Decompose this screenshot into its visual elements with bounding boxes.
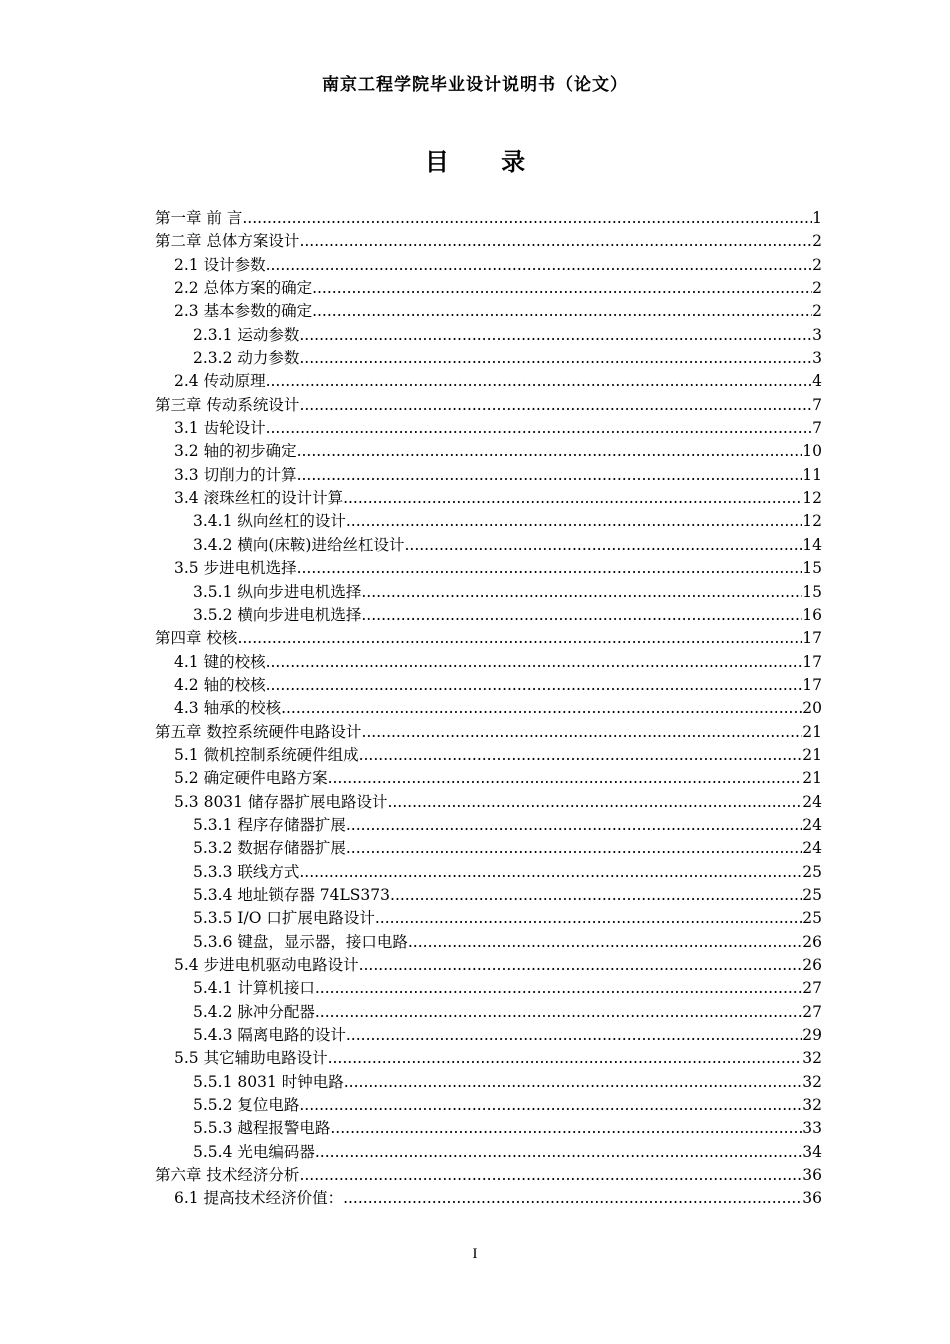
toc-entry-label: 5.5 其它辅助电路设计	[174, 1049, 328, 1068]
dot-leader	[315, 1001, 802, 1024]
toc-entry-page: 25	[802, 909, 822, 928]
dot-leader	[297, 557, 803, 580]
toc-entry-page: 27	[802, 1002, 822, 1021]
toc-entry-label: 第五章 数控系统硬件电路设计	[155, 722, 362, 741]
toc-entry-page: 21	[802, 722, 822, 741]
toc-entry-page: 25	[802, 862, 822, 881]
toc-entry-page: 17	[802, 652, 822, 671]
toc-entry[interactable]	[155, 230, 822, 253]
toc-entry[interactable]	[155, 721, 822, 744]
dot-leader	[375, 907, 802, 930]
toc-entry-page: 10	[802, 442, 822, 461]
toc-entry[interactable]	[155, 674, 822, 697]
toc-entry[interactable]	[155, 1164, 822, 1187]
toc-entry[interactable]	[155, 487, 822, 510]
toc-entry[interactable]	[155, 581, 822, 604]
toc-entry-page: 4	[812, 372, 822, 391]
dot-leader	[299, 394, 812, 417]
toc-entry-label: 6.1 提高技术经济价值：	[174, 1189, 344, 1208]
toc-entry-page: 24	[802, 792, 822, 811]
dot-leader	[237, 627, 802, 650]
toc-entry-page: 2	[812, 302, 822, 321]
toc-entry-page: 16	[802, 605, 822, 624]
toc-entry-label: 5.3.2 数据存储器扩展	[193, 839, 346, 858]
toc-entry[interactable]	[155, 651, 822, 674]
toc-entry-label: 3.5.2 横向步进电机选择	[193, 605, 362, 624]
toc-entry-page: 36	[802, 1189, 822, 1208]
table-of-contents	[155, 207, 822, 1211]
toc-entry-page: 11	[802, 465, 822, 484]
dot-leader	[299, 1164, 802, 1187]
dot-leader	[359, 744, 803, 767]
dot-leader	[390, 884, 802, 907]
toc-entry-page: 34	[802, 1142, 822, 1161]
dot-leader	[299, 324, 812, 347]
toc-title: 目 录	[424, 148, 548, 176]
toc-entry[interactable]	[155, 627, 822, 650]
toc-entry-label: 3.1 齿轮设计	[174, 419, 266, 438]
toc-entry-page: 26	[802, 932, 822, 951]
dot-leader	[299, 1094, 802, 1117]
toc-entry-page: 17	[802, 629, 822, 648]
toc-entry-label: 第六章 技术经济分析	[155, 1166, 300, 1185]
toc-entry-label: 4.1 键的校核	[174, 652, 266, 671]
toc-entry-label: 3.3 切削力的计算	[174, 465, 297, 484]
toc-entry[interactable]	[155, 1094, 822, 1117]
toc-entry[interactable]	[155, 417, 822, 440]
toc-entry-label: 5.4.1 计算机接口	[193, 979, 315, 998]
dot-leader	[312, 300, 812, 323]
toc-entry-page: 2	[812, 232, 822, 251]
toc-entry-page: 15	[802, 559, 822, 578]
toc-entry-page: 15	[802, 582, 822, 601]
toc-entry-label: 5.5.2 复位电路	[193, 1096, 300, 1115]
dot-leader	[344, 1071, 803, 1094]
toc-entry-page: 20	[802, 699, 822, 718]
toc-entry[interactable]	[155, 954, 822, 977]
dot-leader	[266, 254, 813, 277]
toc-entry[interactable]	[155, 1024, 822, 1047]
toc-entry[interactable]	[155, 931, 822, 954]
toc-entry-page: 24	[802, 839, 822, 858]
toc-entry[interactable]	[155, 300, 822, 323]
toc-entry-label: 5.4 步进电机驱动电路设计	[174, 956, 359, 974]
toc-entry-label: 第三章 传动系统设计	[155, 395, 300, 414]
toc-entry-label: 5.1 微机控制系统硬件组成	[174, 745, 359, 764]
toc-entry-label: 5.3.1 程序存储器扩展	[193, 815, 346, 834]
dot-leader	[346, 1024, 802, 1047]
dot-leader	[346, 510, 802, 533]
dot-leader	[346, 814, 802, 837]
toc-entry-label: 第二章 总体方案设计	[155, 232, 300, 251]
toc-entry-label: 3.5.1 纵向步进电机选择	[193, 582, 362, 601]
dot-leader	[312, 277, 812, 300]
dot-leader	[361, 604, 802, 627]
toc-entry-label: 2.3.1 运动参数	[193, 325, 300, 344]
toc-entry-label: 2.1 设计参数	[174, 255, 266, 274]
toc-entry-label: 4.2 轴的校核	[174, 675, 266, 694]
toc-entry-page: 7	[812, 419, 822, 438]
toc-entry-page: 1	[812, 209, 822, 227]
dot-leader	[328, 767, 803, 790]
dot-leader	[404, 534, 802, 557]
toc-entry-page: 24	[802, 815, 822, 834]
toc-entry-label: 3.4.1 纵向丝杠的设计	[193, 512, 346, 531]
dot-leader	[315, 1141, 802, 1164]
dot-leader	[387, 791, 802, 814]
toc-entry-label: 第一章 前 言	[155, 209, 243, 227]
dot-leader	[361, 721, 802, 744]
dot-leader	[328, 1047, 803, 1070]
toc-entry[interactable]	[155, 557, 822, 580]
dot-leader	[361, 581, 802, 604]
toc-entry[interactable]	[155, 884, 822, 907]
dot-leader	[343, 1187, 802, 1210]
dot-leader	[315, 977, 802, 1000]
toc-entry[interactable]	[155, 814, 822, 837]
toc-entry[interactable]	[155, 744, 822, 767]
toc-entry-page: 36	[802, 1166, 822, 1185]
toc-entry-page: 32	[802, 1096, 822, 1115]
toc-entry-page: 32	[802, 1072, 822, 1091]
toc-entry-page: 21	[802, 745, 822, 764]
toc-entry-page: 12	[802, 489, 822, 508]
toc-entry[interactable]	[155, 1187, 822, 1210]
toc-entry[interactable]	[155, 394, 822, 417]
page-number: I	[472, 1246, 478, 1262]
toc-entry[interactable]	[155, 347, 822, 370]
toc-entry-label: 5.3.4 地址锁存器 74LS373	[193, 885, 391, 904]
toc-entry-page: 29	[802, 1026, 822, 1045]
toc-entry-page: 26	[802, 956, 822, 974]
toc-entry-page: 33	[802, 1119, 822, 1138]
toc-entry[interactable]	[155, 697, 822, 720]
dot-leader	[266, 417, 813, 440]
toc-entry-label: 5.2 确定硬件电路方案	[174, 769, 328, 788]
toc-entry[interactable]	[155, 254, 822, 277]
dot-leader	[281, 697, 802, 720]
toc-entry-label: 5.3 8031 储存器扩展电路设计	[174, 792, 388, 811]
running-header: 南京工程学院毕业设计说明书（论文）	[322, 75, 628, 95]
toc-entry-label: 3.5 步进电机选择	[174, 559, 297, 578]
toc-entry[interactable]	[155, 907, 822, 930]
toc-entry-page: 2	[812, 255, 822, 274]
toc-entry-label: 5.5.3 越程报警电路	[193, 1119, 331, 1138]
toc-entry-page: 27	[802, 979, 822, 998]
toc-entry-label: 5.3.3 联线方式	[193, 862, 300, 881]
dot-leader	[297, 440, 803, 463]
toc-entry[interactable]	[155, 207, 822, 230]
dot-leader	[266, 674, 803, 697]
toc-entry[interactable]	[155, 370, 822, 393]
toc-entry[interactable]	[155, 837, 822, 860]
toc-entry-label: 2.4 传动原理	[174, 372, 266, 391]
toc-entry-label: 5.5.4 光电编码器	[193, 1142, 315, 1161]
toc-entry-label: 2.2 总体方案的确定	[174, 279, 313, 298]
dot-leader	[299, 861, 802, 884]
toc-entry[interactable]	[155, 324, 822, 347]
dot-leader	[346, 837, 802, 860]
toc-entry-page: 14	[802, 535, 822, 554]
dot-leader	[330, 1117, 802, 1140]
toc-entry[interactable]	[155, 1141, 822, 1164]
toc-entry[interactable]	[155, 604, 822, 627]
toc-entry-label: 2.3 基本参数的确定	[174, 302, 313, 321]
dot-leader	[266, 370, 813, 393]
toc-entry[interactable]	[155, 510, 822, 533]
dot-leader	[299, 347, 812, 370]
toc-entry[interactable]	[155, 1117, 822, 1140]
dot-leader	[343, 487, 802, 510]
toc-entry-page: 12	[802, 512, 822, 531]
toc-entry-page: 7	[812, 395, 822, 414]
toc-entry[interactable]	[155, 1001, 822, 1024]
toc-entry-page: 17	[802, 675, 822, 694]
toc-entry-label: 第四章 校核	[155, 629, 238, 648]
toc-entry-page: 21	[802, 769, 822, 788]
toc-entry[interactable]	[155, 277, 822, 300]
toc-entry-label: 5.4.3 隔离电路的设计	[193, 1026, 346, 1045]
toc-entry[interactable]	[155, 1071, 822, 1094]
toc-entry-label: 3.4.2 横向(床鞍)进给丝杠设计	[193, 535, 405, 554]
toc-entry-label: 2.3.2 动力参数	[193, 349, 300, 368]
toc-entry[interactable]	[155, 861, 822, 884]
dot-leader	[299, 230, 812, 253]
toc-entry[interactable]	[155, 1047, 822, 1070]
dot-leader	[242, 207, 812, 230]
toc-entry[interactable]	[155, 767, 822, 790]
dot-leader	[266, 651, 803, 674]
toc-entry-label: 3.4 滚珠丝杠的设计计算	[174, 489, 344, 508]
dot-leader	[297, 464, 803, 487]
toc-entry-label: 4.3 轴承的校核	[174, 699, 282, 718]
toc-entry-page: 3	[812, 325, 822, 344]
toc-entry-label: 5.5.1 8031 时钟电路	[193, 1072, 344, 1091]
toc-entry[interactable]	[155, 534, 822, 557]
toc-entry[interactable]	[155, 791, 822, 814]
toc-entry-page: 2	[812, 279, 822, 298]
toc-entry-page: 3	[812, 349, 822, 368]
toc-entry-label: 5.3.6 键盘，显示器，接口电路	[193, 932, 408, 951]
toc-entry[interactable]	[155, 977, 822, 1000]
toc-entry[interactable]	[155, 440, 822, 463]
toc-entry-label: 5.3.5 I/O 口扩展电路设计	[193, 909, 375, 928]
dot-leader	[408, 931, 802, 954]
dot-leader	[359, 954, 803, 977]
toc-entry-page: 32	[802, 1049, 822, 1068]
toc-entry-label: 5.4.2 脉冲分配器	[193, 1002, 315, 1021]
toc-entry[interactable]	[155, 464, 822, 487]
toc-entry-page: 25	[802, 885, 822, 904]
toc-entry-label: 3.2 轴的初步确定	[174, 442, 297, 461]
